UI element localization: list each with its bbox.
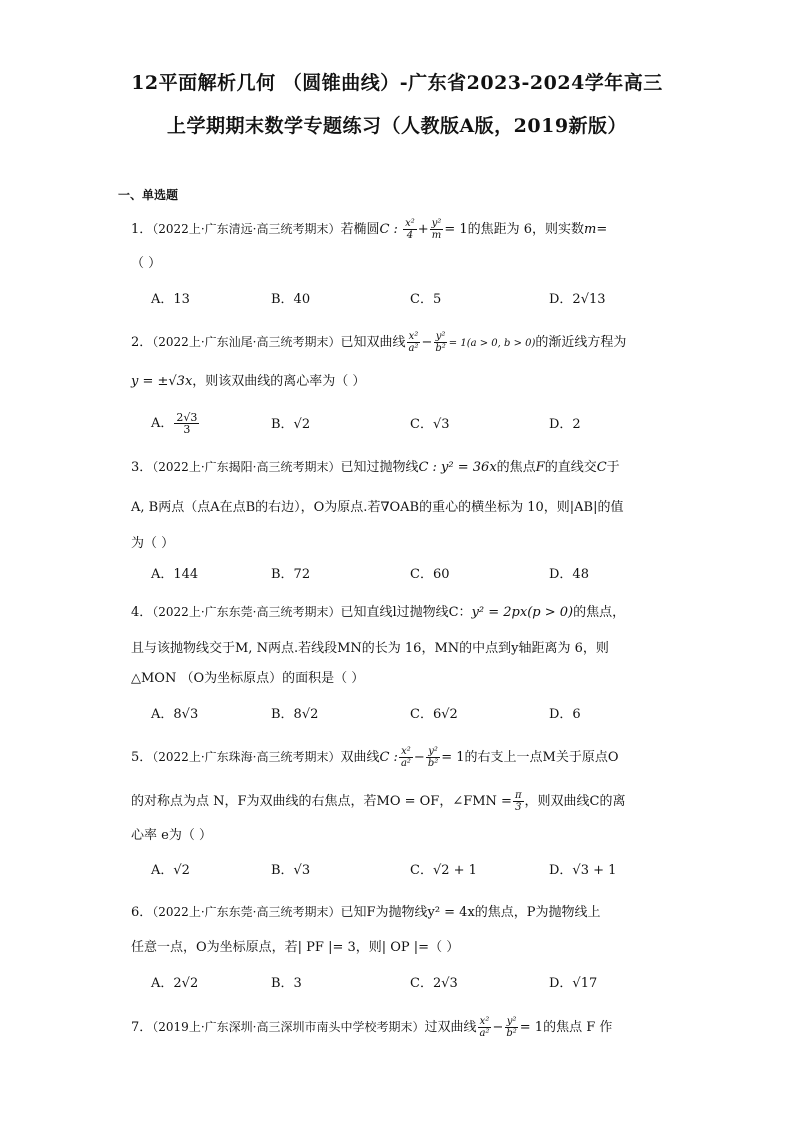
question-7-line-1: 7．（2019上·广东深圳·高三深圳市南头中学校考期末）过双曲线 $\frac{\text{x²}}{\text{a²}}$ − $\frac{\text{y²}}{\text{b²}}$ = 1的焦点 F 作 [131, 1016, 613, 1039]
question-5-line-2: 的对称点为点 N，F为双曲线的右焦点，若MO = OF，∠FMN = $\frac{\pi}{3}$ ，则双曲线C的离 [131, 790, 626, 813]
q4-choice-c: C．6√2 [410, 707, 458, 722]
document-title-line2: 上学期期末数学专题练习（人教版A版，2019新版） [166, 115, 628, 137]
document-title-line1: 12平面解析几何 （圆锥曲线）-广东省2023-2024学年高三 [131, 72, 663, 94]
question-2-line-2: y = ±√3x，则该双曲线的离心率为（ ） [131, 374, 366, 389]
section-heading: 一、单选题 [118, 188, 179, 202]
question-3-line-1: 3．（2022上·广东揭阳·高三统考期末）已知过抛物线C : y² = 36x的焦点F的直线交C于 [131, 460, 620, 475]
q5-choice-c: C．√2 + 1 [410, 863, 477, 878]
q6-choice-d: D．√17 [549, 976, 598, 991]
q2-choice-a: A． $\frac{2√3}{3}$ [151, 411, 198, 436]
q1-choice-d: D．2√13 [549, 292, 606, 307]
q5-choice-b: B．√3 [271, 863, 311, 878]
q1-choice-a: A．13 [151, 292, 190, 307]
q1-choice-b: B．40 [271, 292, 311, 307]
fraction: $\frac{\text{x²}}{\text{a²}}$ [400, 746, 411, 769]
fraction: $\frac{\text{x²}}{\text{a²}}$ [408, 331, 419, 354]
question-2-line-1: 2．（2022上·广东汕尾·高三统考期末）已知双曲线 $\frac{\text{x²}}{\text{a²}}$ − $\frac{\text{y²}}{\text{b²}}$ = 1(a > 0, b > 0)的渐近线方程为 [131, 331, 627, 354]
fraction: $\frac{\text{x²}}{\text{a²}}$ [479, 1016, 490, 1039]
q4-choice-b: B．8√2 [271, 707, 319, 722]
q3-choice-c: C．60 [410, 567, 450, 582]
q2-choice-c: C．√3 [410, 417, 450, 432]
q6-choice-c: C．2√3 [410, 976, 458, 991]
fraction: $\frac{\text{x²}}{4}$ [405, 218, 415, 241]
question-4-line-1: 4．（2022上·广东东莞·高三统考期末）已知直线l过抛物线C：y² = 2px(p > 0)的焦点， [131, 605, 626, 620]
q5-choice-a: A．√2 [151, 863, 190, 878]
q3-choice-a: A．144 [151, 567, 199, 582]
fraction: $\frac{\text{y²}}{\text{b²}}$ [435, 331, 446, 354]
q2-choice-b: B．√2 [271, 417, 311, 432]
fraction: $\frac{\text{y²}}{\text{b²}}$ [506, 1016, 517, 1039]
question-1-line-1: 1．（2022上·广东清远·高三统考期末）若椭圆C : $\frac{\text{x²}}{4}$ + $\frac{\text{y²}}{m}$ = 1的焦距为 6，则实数m= [131, 218, 608, 241]
question-5-line-1: 5．（2022上·广东珠海·高三统考期末）双曲线C : $\frac{\text{x²}}{\text{a²}}$ − $\frac{\text{y²}}{\text{b²}}$ = 1的右支上一点M关于原点O [131, 746, 619, 769]
q3-choice-d: D．48 [549, 567, 589, 582]
q4-choice-d: D．6 [549, 707, 581, 722]
q6-choice-b: B．3 [271, 976, 302, 991]
q4-choice-a: A．8√3 [151, 707, 199, 722]
q6-choice-a: A．2√2 [151, 976, 199, 991]
question-6-line-2: 任意一点，O为坐标原点，若| PF |= 3，则| OP |=（ ） [131, 940, 460, 955]
question-6-line-1: 6．（2022上·广东东莞·高三统考期末）已知F为抛物线y² = 4x的焦点，P为抛物线上 [131, 905, 601, 920]
q1-choice-c: C．5 [410, 292, 442, 307]
q5-choice-d: D．√3 + 1 [549, 863, 617, 878]
fraction: $\frac{2√3}{3}$ [176, 411, 198, 436]
question-1-line-2: （ ） [131, 256, 162, 271]
question-4-line-2: 且与该抛物线交于M, N两点.若线段MN的长为 16，MN的中点到y轴距离为 6，则 [131, 641, 609, 656]
question-4-line-3: △MON （O为坐标原点）的面积是（ ） [131, 671, 365, 686]
q3-choice-b: B．72 [271, 567, 311, 582]
fraction: $\frac{\text{y²}}{\text{b²}}$ [427, 746, 439, 769]
fraction: $\frac{\pi}{3}$ [514, 790, 522, 813]
question-3-line-3: 为（ ） [131, 536, 175, 551]
question-3-line-2: A, B两点（点A在点B的右边），O为原点.若∇OAB的重心的横坐标为 10，则|AB|的值 [131, 500, 624, 515]
question-5-line-3: 心率 e为（ ） [131, 828, 212, 843]
fraction: $\frac{\text{y²}}{m}$ [431, 218, 442, 241]
q2-choice-d: D．2 [549, 417, 581, 432]
